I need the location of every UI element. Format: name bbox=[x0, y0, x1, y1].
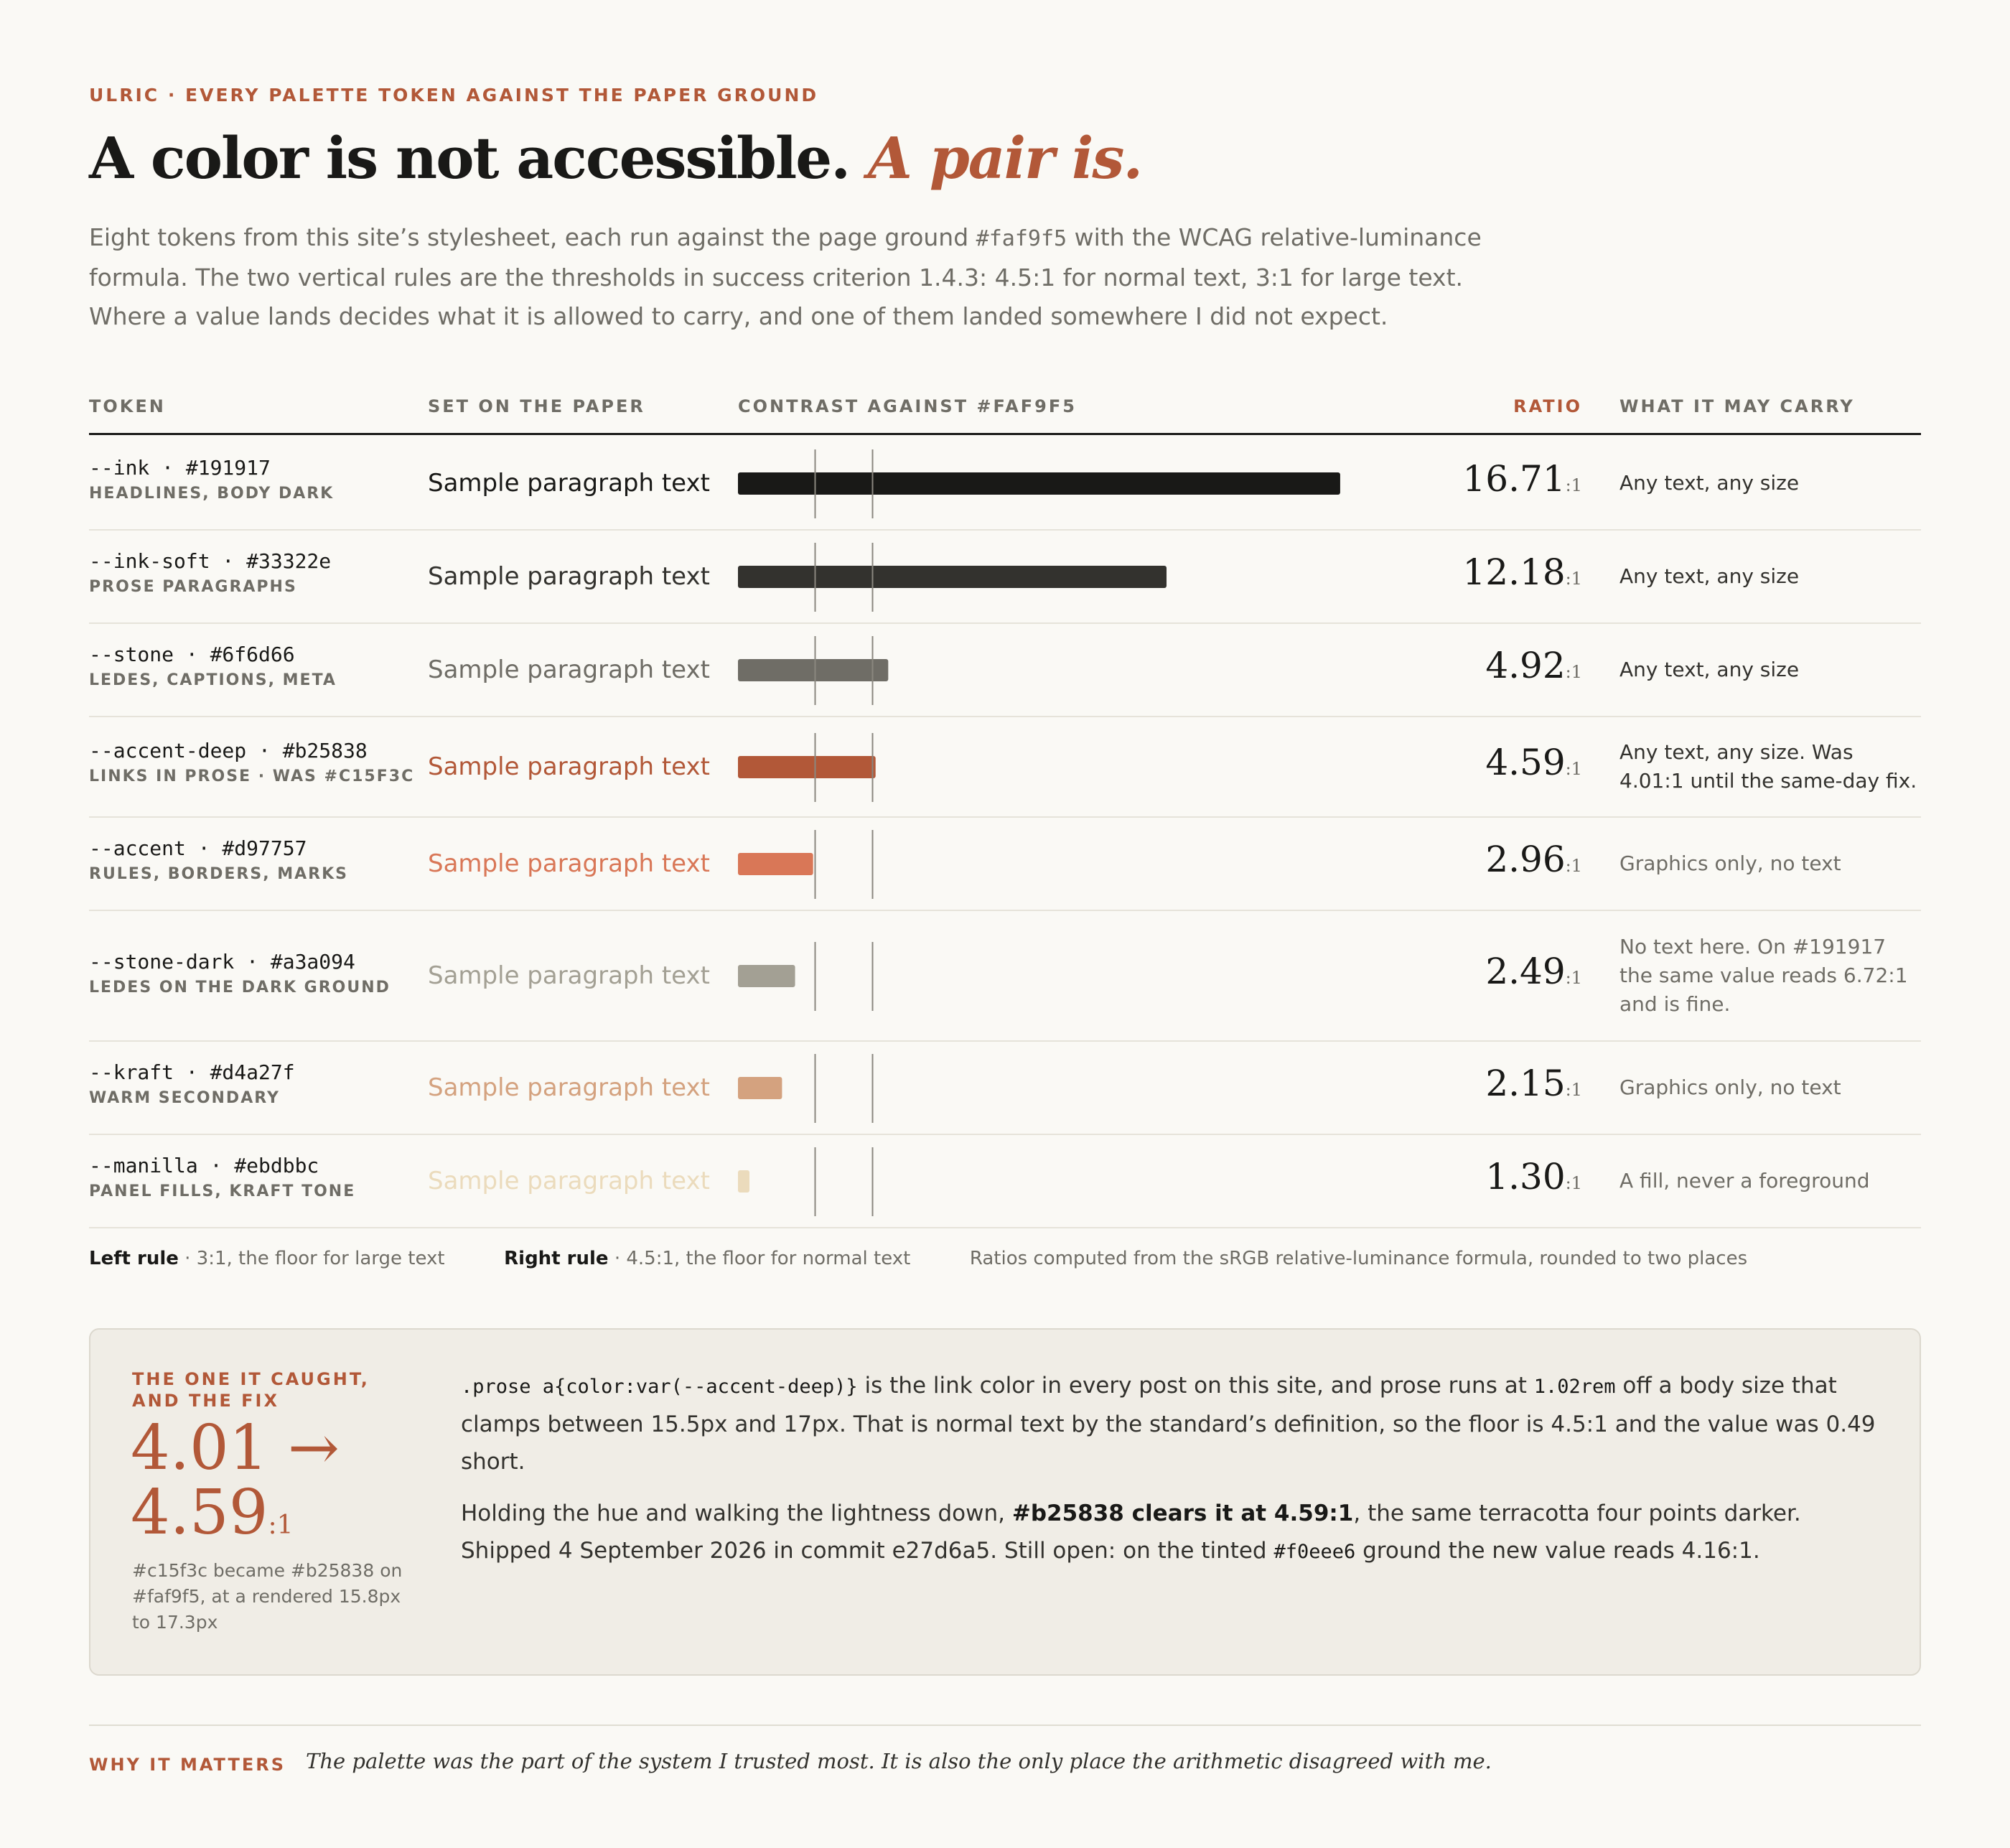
ratio-suffix: :1 bbox=[1565, 968, 1582, 988]
ratio-value bbox=[1485, 839, 1582, 880]
title-accent: A pair is. bbox=[867, 124, 1142, 192]
col-carry: WHAT IT MAY CARRY bbox=[1619, 396, 1855, 416]
contrast-bar bbox=[738, 853, 813, 875]
carry-text: A fill, never a foreground bbox=[1619, 1169, 1870, 1193]
lede-code: #faf9f5 bbox=[976, 226, 1067, 251]
footer bbox=[89, 1725, 1921, 1775]
token-name: --ink · #191917 bbox=[89, 456, 271, 480]
sample-text: Sample paragraph text bbox=[428, 1167, 710, 1195]
carry-text: Graphics only, no text bbox=[1619, 1075, 1841, 1099]
col-token: TOKEN bbox=[89, 396, 166, 416]
ratio-value bbox=[1485, 1156, 1582, 1198]
col-contrast: CONTRAST AGAINST #FAF9F5 bbox=[738, 396, 1077, 416]
contrast-bar bbox=[738, 1077, 782, 1099]
contrast-bar bbox=[738, 659, 888, 681]
fix-callout bbox=[89, 1328, 1921, 1676]
table-row bbox=[89, 818, 1921, 911]
sample-text: Sample paragraph text bbox=[428, 469, 710, 498]
chart-legend bbox=[89, 1248, 1747, 1269]
contrast-bar bbox=[738, 566, 1167, 588]
table-row bbox=[89, 1042, 1921, 1135]
token-name: --manilla · #ebdbbc bbox=[89, 1154, 319, 1177]
ratio-value bbox=[1485, 951, 1582, 992]
callout-ratio-suffix: :1 bbox=[268, 1511, 294, 1540]
contrast-bar bbox=[738, 472, 1340, 495]
col-sample: SET ON THE PAPER bbox=[428, 396, 645, 416]
table-row bbox=[89, 717, 1921, 818]
legend-left: Left rule · 3:1, the floor for large text bbox=[89, 1248, 445, 1269]
carry-text: Any text, any size. Was 4.01:1 until the same-day fix. bbox=[1619, 740, 1917, 793]
lede-part2: with the WCAG relative-luminance formula. The two vertical rules are the thresholds in success criterion 1.4.3: 4.5:1 for normal text, 3:1 for large text. Where a value lands decides what it is allowed to carry, and one of them landed somewhere I did not expect. bbox=[89, 223, 1482, 330]
token-name: --stone · #6f6d66 bbox=[89, 643, 295, 666]
contrast-bar-plot bbox=[738, 636, 1599, 705]
token-role: LEDES ON THE DARK GROUND bbox=[89, 979, 391, 997]
callout-ratio-line1: 4.01 → bbox=[131, 1412, 340, 1484]
token-name: --kraft · #d4a27f bbox=[89, 1060, 295, 1084]
ratio-value bbox=[1463, 458, 1583, 500]
ratio-number: 2.49 bbox=[1485, 951, 1566, 992]
token-role: HEADLINES, BODY DARK bbox=[89, 485, 335, 503]
callout-note: #c15f3c became #b25838 on #faf9f5, at a rendered 15.8px to 17.3px bbox=[132, 1560, 403, 1633]
ratio-number: 12.18 bbox=[1462, 551, 1566, 593]
ratio-suffix: :1 bbox=[1565, 856, 1582, 876]
token-name: --stone-dark · #a3a094 bbox=[89, 950, 355, 974]
callout-ratio-line2: 4.59 bbox=[131, 1477, 268, 1549]
table-row bbox=[89, 1135, 1921, 1228]
ratio-number: 4.92 bbox=[1485, 645, 1566, 686]
carry-text: Any text, any size bbox=[1619, 658, 1800, 681]
token-role: RULES, BORDERS, MARKS bbox=[89, 865, 348, 883]
footer-quote: The palette was the part of the system I trusted most. It is also the only place the arithmetic disagreed with me. bbox=[306, 1749, 1492, 1773]
title-main: A color is not accessible. bbox=[89, 124, 868, 192]
ratio-number: 2.96 bbox=[1485, 839, 1566, 880]
ratio-value bbox=[1463, 551, 1583, 593]
table-row bbox=[89, 531, 1921, 624]
table-row bbox=[89, 911, 1921, 1042]
callout-eyebrow: THE ONE IT CAUGHT, AND THE FIX bbox=[132, 1369, 370, 1411]
carry-text: No text here. On #191917 the same value reads 6.72:1 and is fine. bbox=[1619, 935, 1908, 1016]
lede bbox=[89, 218, 1496, 336]
table-header bbox=[89, 396, 1921, 435]
ratio-suffix: :1 bbox=[1565, 569, 1582, 589]
sample-text: Sample paragraph text bbox=[428, 655, 710, 684]
token-role: LINKS IN PROSE · WAS #C15F3C bbox=[89, 767, 415, 785]
token-name: --ink-soft · #33322e bbox=[89, 549, 332, 573]
contrast-bar-plot bbox=[738, 830, 1599, 899]
ratio-suffix: :1 bbox=[1565, 759, 1582, 779]
footer-label: WHY IT MATTERS bbox=[89, 1755, 286, 1775]
sample-text: Sample paragraph text bbox=[428, 961, 710, 990]
carry-text: Any text, any size bbox=[1619, 471, 1800, 495]
sample-text: Sample paragraph text bbox=[428, 562, 710, 591]
table-row bbox=[89, 437, 1921, 531]
contrast-bar-plot bbox=[738, 1054, 1599, 1123]
ratio-suffix: :1 bbox=[1565, 475, 1582, 495]
lede-part1: Eight tokens from this site’s stylesheet, each run against the page ground bbox=[89, 223, 976, 251]
contrast-bar bbox=[738, 756, 876, 778]
token-name: --accent-deep · #b25838 bbox=[89, 739, 368, 762]
sample-text: Sample paragraph text bbox=[428, 752, 710, 781]
callout-paragraph-2: Holding the hue and walking the lightness down, #b25838 clears it at 4.59:1, the same terracotta four points darker. Shipped 4 September 2026 in commit e27d6a5. Still open: on the tinted #f0eee6 ground the new value reads 4.16:1. bbox=[461, 1501, 1801, 1564]
callout-ratio bbox=[131, 1412, 340, 1558]
legend-right: Right rule · 4.5:1, the floor for normal text bbox=[504, 1248, 911, 1269]
token-role: PROSE PARAGRAPHS bbox=[89, 578, 297, 596]
sample-text: Sample paragraph text bbox=[428, 1073, 710, 1102]
ratio-suffix: :1 bbox=[1565, 1080, 1582, 1100]
ratio-suffix: :1 bbox=[1565, 1173, 1582, 1193]
sample-text: Sample paragraph text bbox=[428, 849, 710, 878]
col-ratio: RATIO bbox=[1513, 396, 1582, 416]
callout-body bbox=[461, 1367, 1889, 1585]
contrast-bar bbox=[738, 1170, 749, 1193]
contrast-bar bbox=[738, 965, 795, 987]
contrast-bar-plot bbox=[738, 942, 1599, 1011]
contrast-bar-plot bbox=[738, 733, 1599, 802]
token-name: --accent · #d97757 bbox=[89, 836, 307, 860]
token-role: WARM SECONDARY bbox=[89, 1089, 280, 1107]
page-title bbox=[89, 121, 1141, 195]
ratio-number: 2.15 bbox=[1485, 1063, 1566, 1104]
table-row bbox=[89, 624, 1921, 717]
ratio-number: 4.59 bbox=[1485, 742, 1566, 783]
callout-paragraph-1: .prose a{color:var(--accent-deep)} is the link color in every post on this site, and prose runs at 1.02rem off a body size that clamps between 15.5px and 17px. That is normal text by the standard’s definition, so the floor is 4.5:1 and the value was 0.49 short. bbox=[461, 1373, 1876, 1475]
ratio-value bbox=[1485, 1063, 1582, 1104]
ratio-number: 16.71 bbox=[1462, 458, 1566, 500]
carry-text: Graphics only, no text bbox=[1619, 851, 1841, 875]
contrast-bar-plot bbox=[738, 1147, 1599, 1216]
ratio-value bbox=[1485, 742, 1582, 783]
eyebrow: ULRIC · EVERY PALETTE TOKEN AGAINST THE PAPER GROUND bbox=[89, 85, 819, 106]
carry-text: Any text, any size bbox=[1619, 564, 1800, 588]
ratio-suffix: :1 bbox=[1565, 662, 1582, 682]
token-role: LEDES, CAPTIONS, META bbox=[89, 671, 337, 689]
ratio-number: 1.30 bbox=[1485, 1156, 1566, 1198]
ratio-value bbox=[1485, 645, 1582, 686]
legend-note: Ratios computed from the sRGB relative-luminance formula, rounded to two places bbox=[969, 1248, 1748, 1269]
token-role: PANEL FILLS, KRAFT TONE bbox=[89, 1182, 356, 1200]
